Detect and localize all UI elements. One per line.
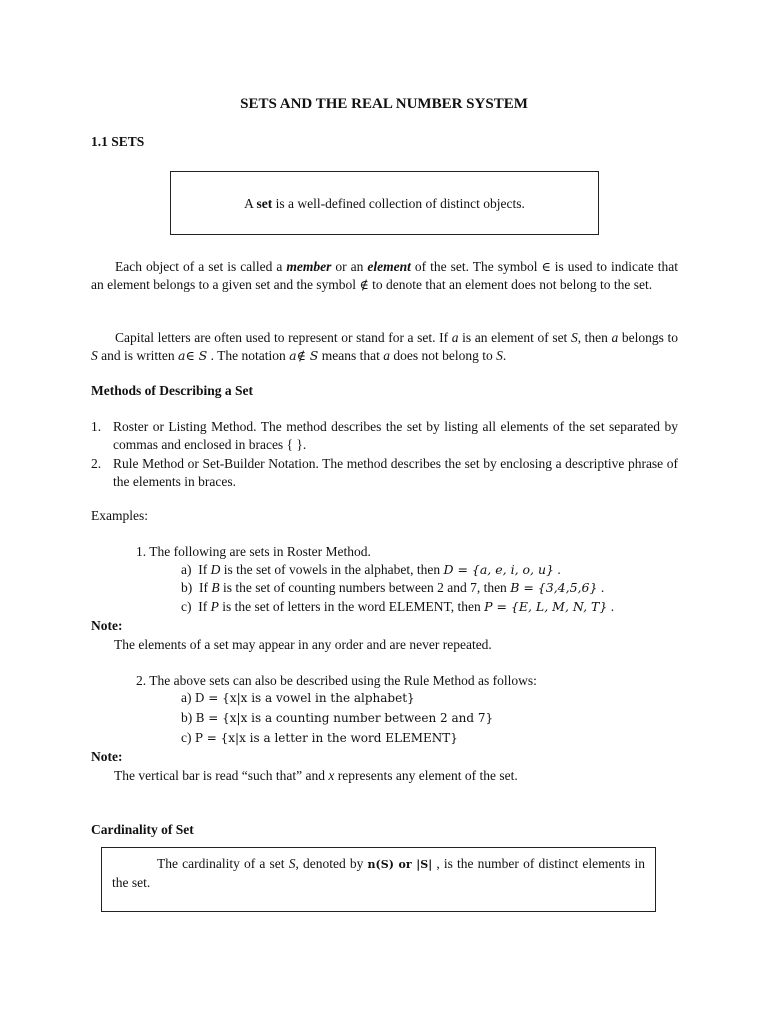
example-1a: a) If D is the set of vowels in the alphabet, then D = {a, e, i, o, u} .	[181, 562, 561, 577]
term-element: element	[367, 259, 411, 274]
cardinality-notation: n(S) or |S|	[367, 858, 433, 871]
examples-label: Examples:	[91, 508, 148, 523]
term-set: set	[256, 196, 273, 211]
term-member: member	[286, 259, 332, 274]
example-2-intro: 2. The above sets can also be described using the Rule Method as follows:	[136, 673, 537, 688]
definition-box	[170, 171, 599, 235]
section-heading: 1.1 SETS	[91, 134, 145, 149]
notation-a-not-in-s: a∉ S	[289, 347, 319, 363]
note-2-text: The vertical bar is read “such that” and x represents any element of the set.	[114, 768, 518, 783]
not-element-of-symbol: ∉	[359, 276, 369, 292]
note-1-text: The elements of a set may appear in any order and are never repeated.	[114, 637, 492, 652]
method-item-roster: 1. Roster or Listing Method. The method describes the set by listing all elements of the set separated by commas and enclosed in braces { }.	[91, 419, 678, 452]
member-paragraph: Each object of a set is called a member or an element of the set. The symbol ∈ is used to indicate that an element belongs to a given set and the symbol ∉ to denote that an element does not belong to the set.	[91, 259, 678, 292]
definition-text: A set is a well-defined collection of distinct objects.	[244, 196, 525, 211]
example-2a: a) D = {x|x is a vowel in the alphabet}	[181, 690, 415, 705]
example-1c: c) If P is the set of letters in the word ELEMENT, then P = {E, L, M, N, T} .	[181, 599, 615, 614]
set-b-roster: B = {3,4,5,6}	[510, 580, 598, 595]
page-title: SETS AND THE REAL NUMBER SYSTEM	[240, 96, 528, 112]
cardinality-text: The cardinality of a set S, denoted by n(S) or |S| , is the number of distinct elements in the set.	[112, 856, 646, 890]
example-2c: c) P = {x|x is a letter in the word ELEMENT}	[181, 730, 458, 745]
notation-a-in-s: a∈ S	[178, 347, 208, 363]
set-p-rule: P = {x|x is a letter in the word ELEMENT}	[194, 731, 458, 745]
example-1b: b) If B is the set of counting numbers between 2 and 7, then B = {3,4,5,6} .	[181, 580, 605, 595]
note-2-label: Note:	[91, 749, 123, 764]
capital-letters-paragraph: Capital letters are often used to represent or stand for a set. If a is an element of set S, then a belongs to S and is written a∈ S . The notation a∉ S means that a does not belong to S.	[91, 330, 679, 363]
set-b-rule: B = {x|x is a counting number between 2 and 7}	[195, 711, 494, 725]
note-1-label: Note:	[91, 618, 123, 633]
methods-heading: Methods of Describing a Set	[91, 383, 253, 398]
example-1-intro: 1. The following are sets in Roster Method.	[136, 544, 371, 559]
set-d-roster: D = {a, e, i, o, u}	[443, 562, 555, 577]
method-item-rule: 2. Rule Method or Set-Builder Notation. The method describes the set by enclosing a descriptive phrase of the elements in braces.	[91, 456, 678, 489]
set-p-roster: P = {E, L, M, N, T}	[484, 599, 608, 614]
cardinality-heading: Cardinality of Set	[91, 822, 194, 837]
element-of-symbol: ∈	[541, 259, 551, 274]
example-2b: b) B = {x|x is a counting number between 2 and 7}	[181, 710, 494, 725]
cardinality-box	[101, 847, 656, 912]
set-d-rule: D = {x|x is a vowel in the alphabet}	[194, 691, 415, 705]
